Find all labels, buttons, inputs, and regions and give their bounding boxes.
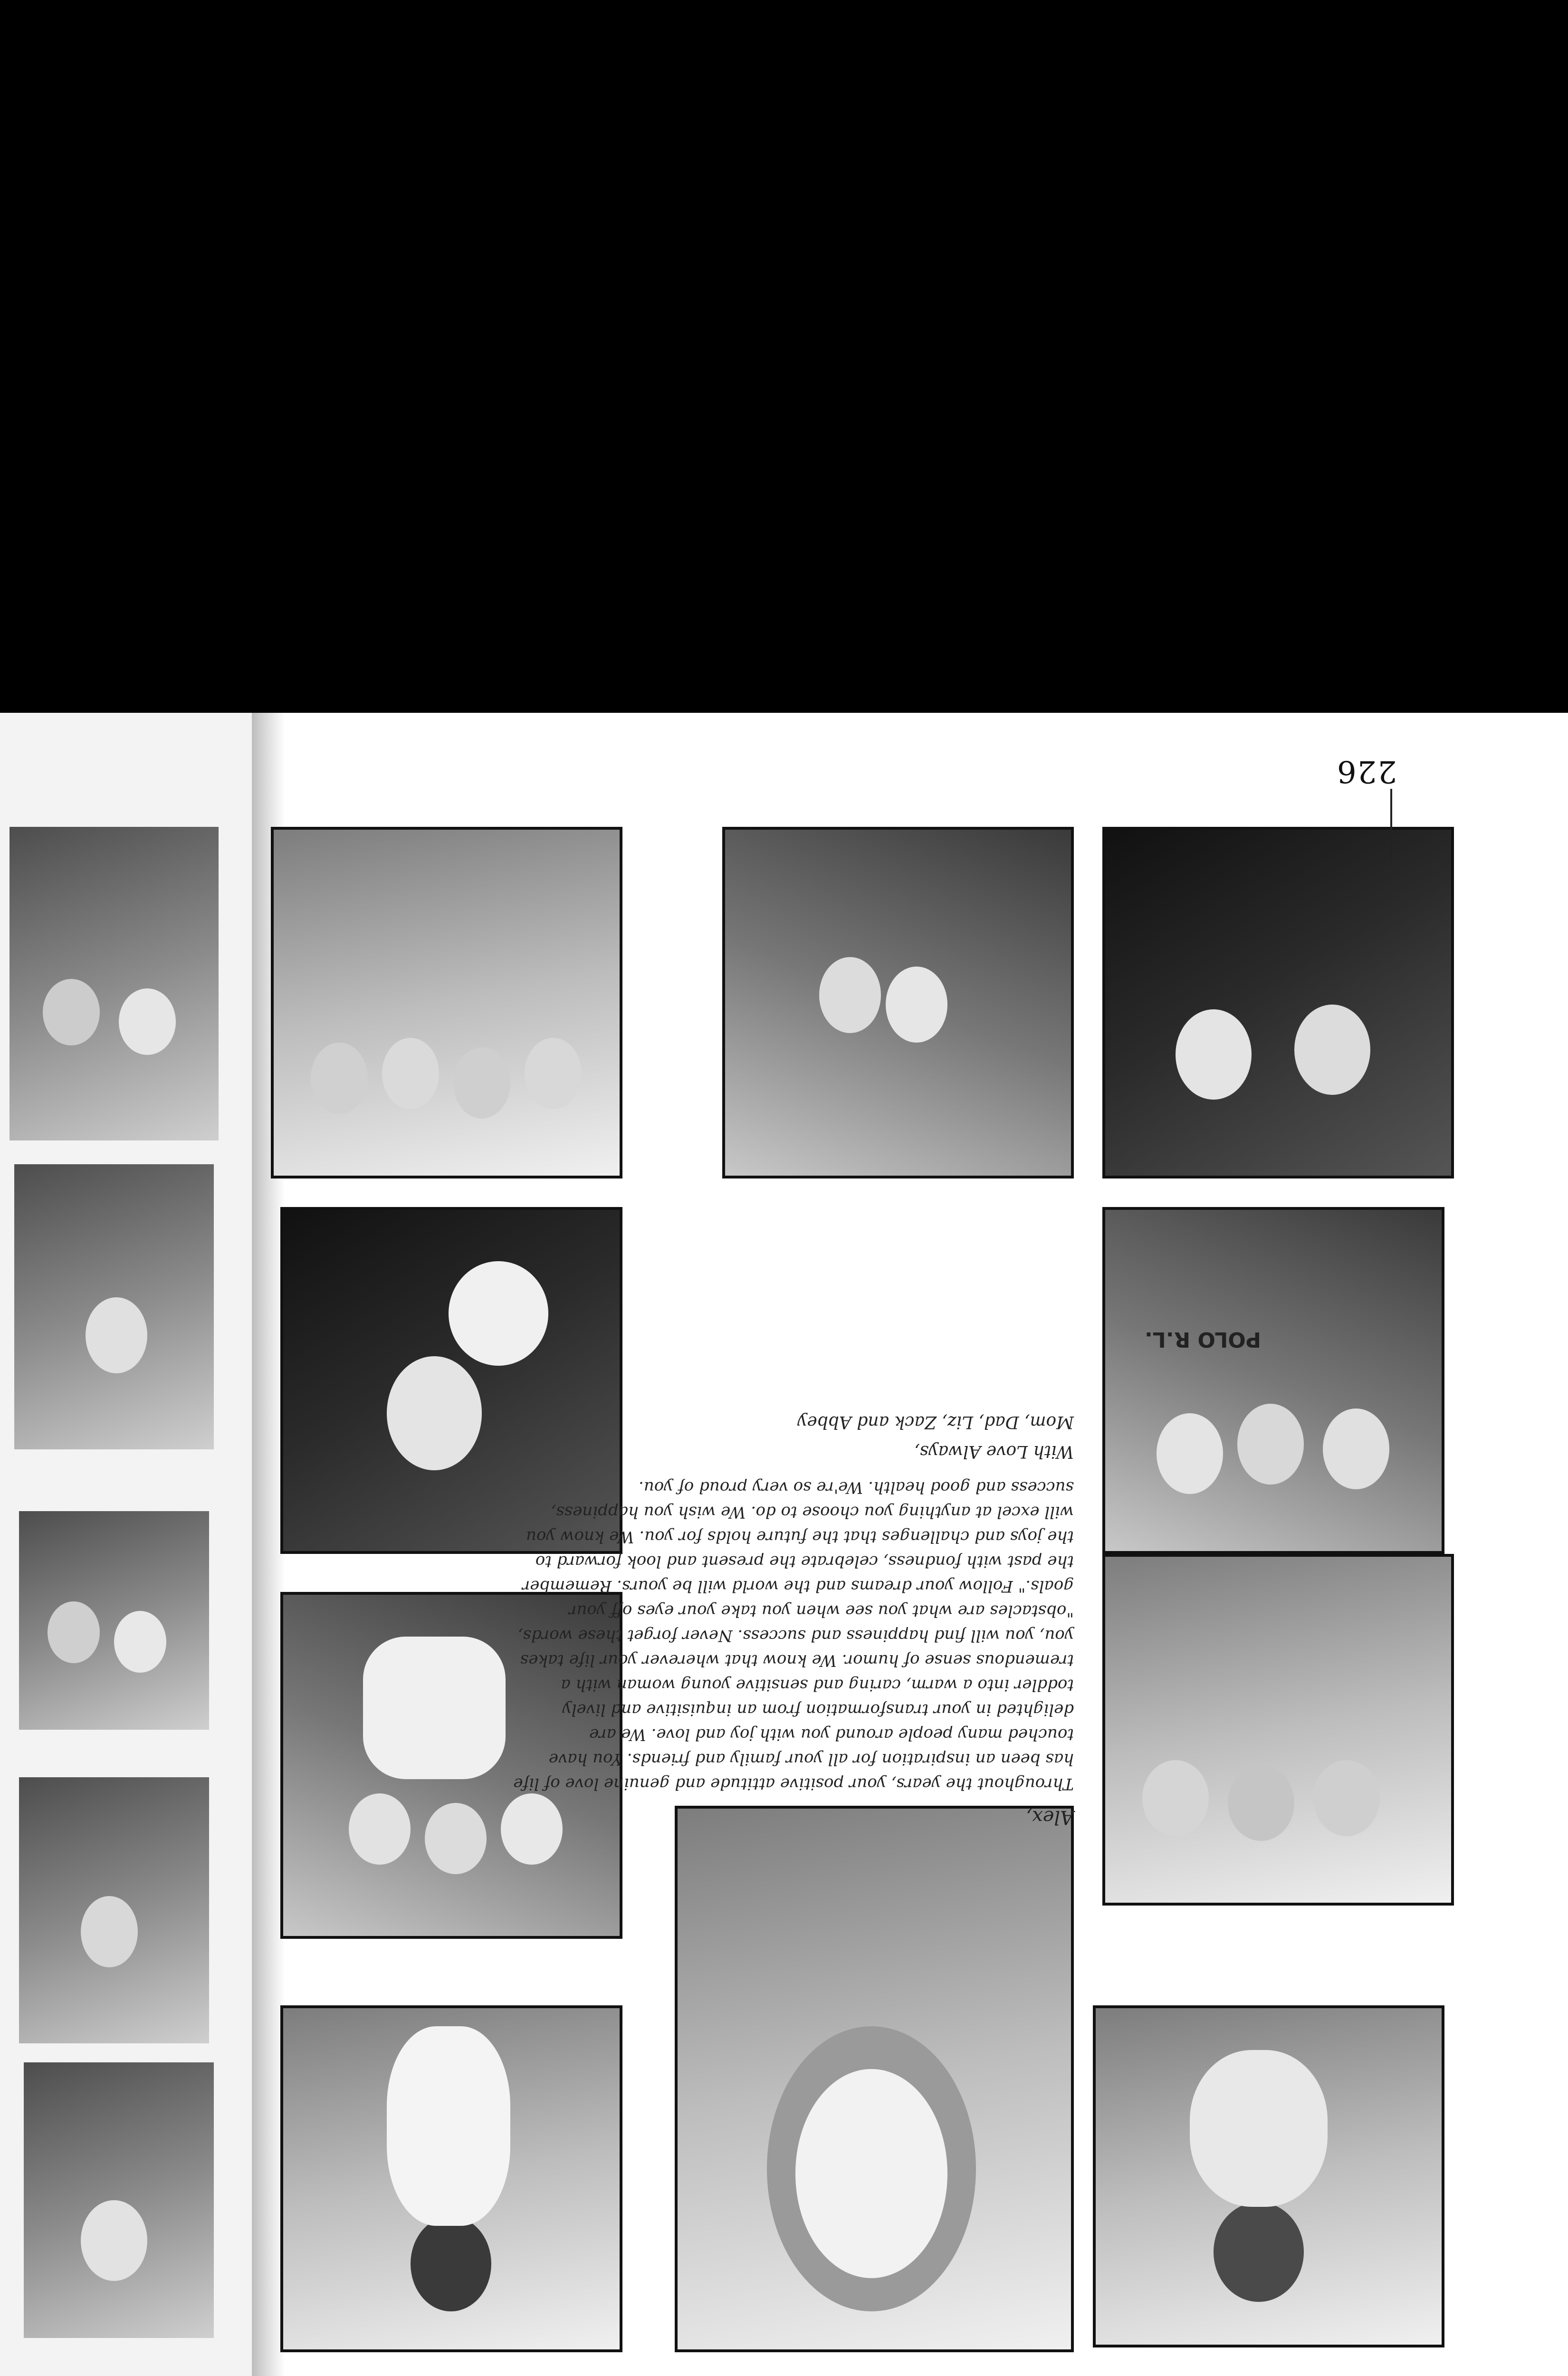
scanner-black-region — [0, 0, 1568, 713]
photo-four-girls — [271, 827, 622, 1178]
facing-photo-3 — [19, 1511, 209, 1730]
photo-baby-dress — [1093, 2005, 1444, 2347]
photo-senior-portrait — [675, 1806, 1074, 2352]
photo-friends-sunglasses — [1102, 1554, 1454, 1906]
facing-photo-4 — [14, 1164, 214, 1449]
facing-photo-5 — [10, 827, 219, 1140]
polo-shirt-text: POLO R.L. — [1144, 1327, 1261, 1351]
page-number-rule — [1390, 789, 1392, 860]
photo-two-adults — [1102, 827, 1454, 1178]
page-number: 226 — [1336, 754, 1397, 789]
photo-toddler-white-dress — [280, 2005, 622, 2352]
photo-group-polo — [1102, 1207, 1444, 1554]
message-body: Throughout the years, your positive attitude and genuine love of life has been an inspiration for all your family and friends. You have touched many people around you with joy and love. We are delighted in your transformation from an inquisitive and lively toddler into a warm, caring and sensitive young woman with a tremendous sense of humor. We know that wherever your life takes you, you will find happiness and success. Never forget these words, "obstacles are what you see when you take your eyes off your goals." Follow your dreams and the world will be yours. Remember the past with fondness, celebrate the present and look forward to the joys and challenges that the future holds for you. We know you will excel at anything you choose to do. We wish you happiness, success and good health. We're so very proud of you. — [513, 1478, 1074, 1793]
message-signature: Mom, Dad, Liz, Zack and Abbey — [797, 1412, 1074, 1432]
facing-photo-2 — [19, 1777, 209, 2043]
parent-message — [513, 1406, 1074, 1830]
photo-friends-car — [722, 827, 1074, 1178]
message-salutation: Alex, — [1026, 1806, 1074, 1828]
facing-page-strip — [0, 713, 252, 2376]
message-closing: With Love Always, — [914, 1442, 1074, 1461]
facing-photo-1 — [24, 2062, 214, 2338]
